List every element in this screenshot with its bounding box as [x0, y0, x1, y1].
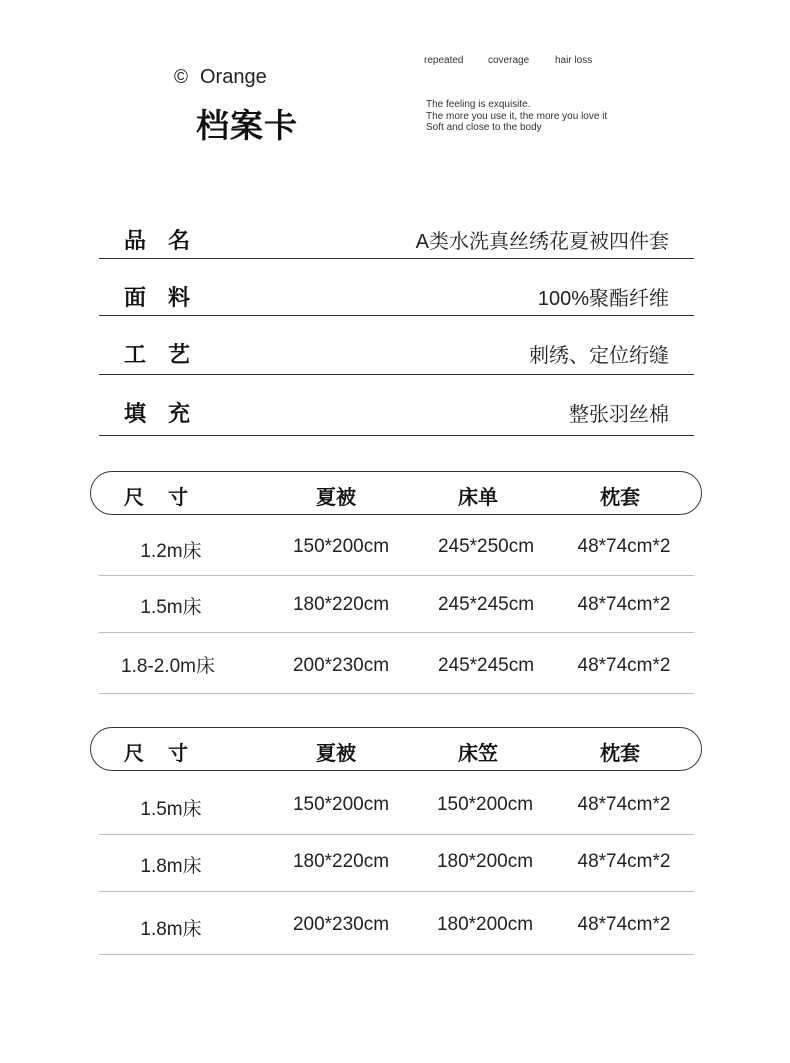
cell-size: 1.5m床	[140, 597, 202, 618]
table-row	[99, 892, 694, 955]
table1-header	[90, 471, 702, 515]
header-pillowcase: 枕套	[600, 743, 640, 765]
info-row-filling	[99, 375, 694, 436]
cell-pillowcase: 48*74cm*2	[577, 655, 671, 676]
info-row-craft	[99, 316, 694, 375]
info-value: 刺绣、定位绗缝	[529, 345, 669, 367]
cell-fitted-sheet: 180*200cm	[436, 851, 534, 872]
header-quilt: 夏被	[316, 743, 356, 765]
header-sheet: 床单	[458, 487, 498, 509]
cell-sheet: 245*250cm	[437, 536, 535, 557]
cell-size: 1.8m床	[140, 919, 202, 940]
cell-quilt: 150*200cm	[292, 536, 390, 557]
cell-quilt: 200*230cm	[292, 655, 390, 676]
table2-header	[90, 727, 702, 771]
tag-repeated: repeated	[424, 55, 464, 66]
slogan-line: The more you use it, the more you love it	[426, 110, 608, 122]
copyright-icon: ©	[174, 66, 188, 88]
table-row	[99, 576, 694, 633]
tag-hair-loss: hair loss	[555, 55, 593, 66]
info-row-name	[99, 215, 694, 259]
header-pillowcase: 枕套	[600, 487, 640, 509]
slogan	[426, 99, 607, 134]
cell-fitted-sheet: 150*200cm	[436, 794, 534, 815]
header-size: 尺寸	[124, 487, 212, 509]
info-value: A类水洗真丝绣花夏被四件套	[415, 231, 669, 253]
brand	[174, 66, 267, 89]
cell-size: 1.2m床	[140, 541, 202, 562]
header-size: 尺寸	[124, 743, 212, 765]
cell-size: 1.8m床	[140, 856, 202, 877]
slogan-line: Soft and close to the body	[426, 122, 542, 133]
table-row	[99, 518, 694, 576]
cell-quilt: 150*200cm	[292, 794, 390, 815]
cell-sheet: 245*245cm	[437, 594, 535, 615]
cell-pillowcase: 48*74cm*2	[577, 914, 671, 935]
table-row	[99, 774, 694, 835]
cell-quilt: 200*230cm	[292, 914, 390, 935]
tag-list	[424, 55, 592, 66]
cell-size: 1.8-2.0m床	[121, 656, 215, 677]
info-row-fabric	[99, 259, 694, 316]
header-quilt: 夏被	[316, 487, 356, 509]
info-label: 工艺	[124, 342, 213, 367]
slogan-line: The feeling is exquisite.	[426, 99, 531, 110]
table-row	[99, 633, 694, 694]
cell-pillowcase: 48*74cm*2	[577, 594, 671, 615]
cell-sheet: 245*245cm	[437, 655, 535, 676]
tag-coverage: coverage	[488, 55, 530, 66]
cell-quilt: 180*220cm	[292, 851, 390, 872]
card-title: 档案卡	[196, 107, 298, 144]
info-value: 100%聚酯纤维	[537, 288, 669, 310]
cell-pillowcase: 48*74cm*2	[577, 536, 671, 557]
header-fitted-sheet: 床笠	[458, 743, 498, 765]
cell-pillowcase: 48*74cm*2	[577, 794, 671, 815]
info-label: 面料	[124, 285, 213, 310]
info-value: 整张羽丝棉	[569, 404, 669, 426]
info-label: 填充	[124, 401, 213, 426]
brand-name: Orange	[200, 66, 267, 88]
cell-fitted-sheet: 180*200cm	[436, 914, 534, 935]
info-label: 品名	[124, 228, 213, 253]
cell-pillowcase: 48*74cm*2	[577, 851, 671, 872]
cell-quilt: 180*220cm	[292, 594, 390, 615]
cell-size: 1.5m床	[140, 799, 202, 820]
table-row	[99, 835, 694, 892]
